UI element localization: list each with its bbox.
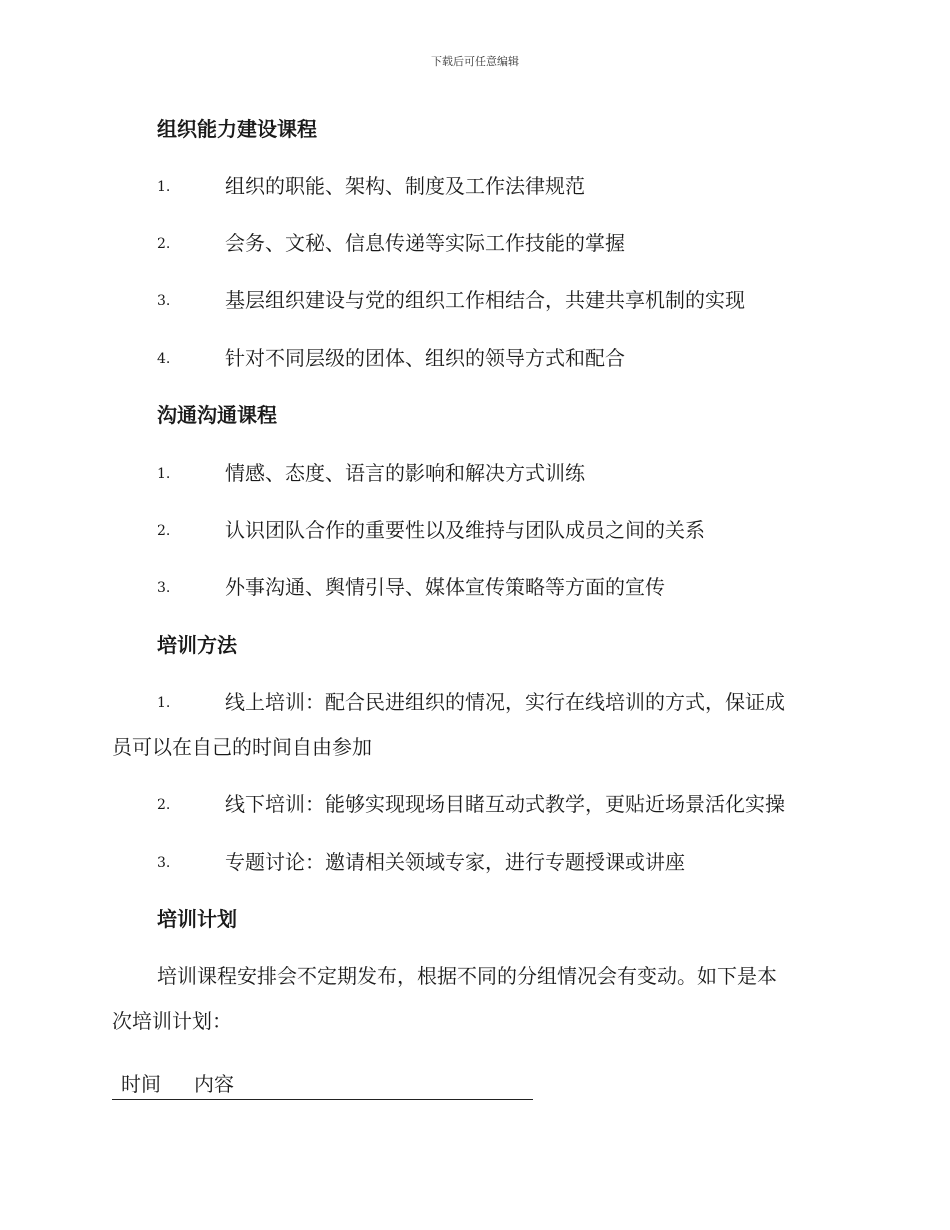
list-number: 2. [157, 523, 171, 539]
list-text: 组织的职能、架构、制度及工作法律规范 [225, 174, 585, 198]
list-text: 会务、文秘、信息传递等实际工作技能的掌握 [225, 231, 625, 255]
list-item [0, 848, 950, 876]
list-text: 线上培训：配合民进组织的情况，实行在线培训的方式，保证成 [225, 690, 785, 714]
list-text: 专题讨论：邀请相关领域专家，进行专题授课或讲座 [225, 850, 685, 874]
list-number: 3. [157, 293, 171, 309]
section-heading-organization: 组织能力建设课程 [157, 117, 317, 141]
table-header-content: 内容 [194, 1072, 234, 1096]
list-number: 1. [157, 695, 171, 711]
schedule-table-header [112, 1068, 533, 1100]
section-heading-training-plan: 培训计划 [157, 907, 237, 931]
list-item [0, 172, 950, 200]
list-number: 3. [157, 855, 171, 871]
list-item [0, 459, 950, 487]
section-heading-communication: 沟通沟通课程 [157, 403, 277, 427]
list-text: 针对不同层级的团体、组织的领导方式和配合 [225, 346, 625, 370]
list-item [0, 344, 950, 372]
list-item [0, 286, 950, 314]
list-number: 4. [157, 351, 171, 367]
list-item [0, 688, 950, 716]
section-heading-training-methods: 培训方法 [157, 633, 237, 657]
paragraph-line: 培训课程安排会不定期发布，根据不同的分组情况会有变动。如下是本 [157, 964, 777, 988]
list-text: 基层组织建设与党的组织工作相结合，共建共享机制的实现 [225, 288, 745, 312]
list-text: 外事沟通、舆情引导、媒体宣传策略等方面的宣传 [225, 575, 665, 599]
list-text: 线下培训：能够实现现场目睹互动式教学，更贴近场景活化实操 [225, 792, 785, 816]
list-text: 情感、态度、语言的影响和解决方式训练 [225, 461, 585, 485]
list-number: 2. [157, 797, 171, 813]
list-text: 认识团队合作的重要性以及维持与团队成员之间的关系 [225, 518, 705, 542]
list-number: 1. [157, 466, 171, 482]
list-number: 2. [157, 236, 171, 252]
header-note: 下载后可任意编辑 [431, 55, 519, 68]
list-text-continuation: 员可以在自己的时间自由参加 [112, 735, 372, 759]
paragraph-line: 次培训计划： [112, 1009, 232, 1033]
list-item [0, 573, 950, 601]
list-item [0, 516, 950, 544]
table-header-time: 时间 [121, 1072, 161, 1096]
list-item [0, 229, 950, 257]
list-number: 1. [157, 179, 171, 195]
list-item [0, 790, 950, 818]
list-number: 3. [157, 580, 171, 596]
